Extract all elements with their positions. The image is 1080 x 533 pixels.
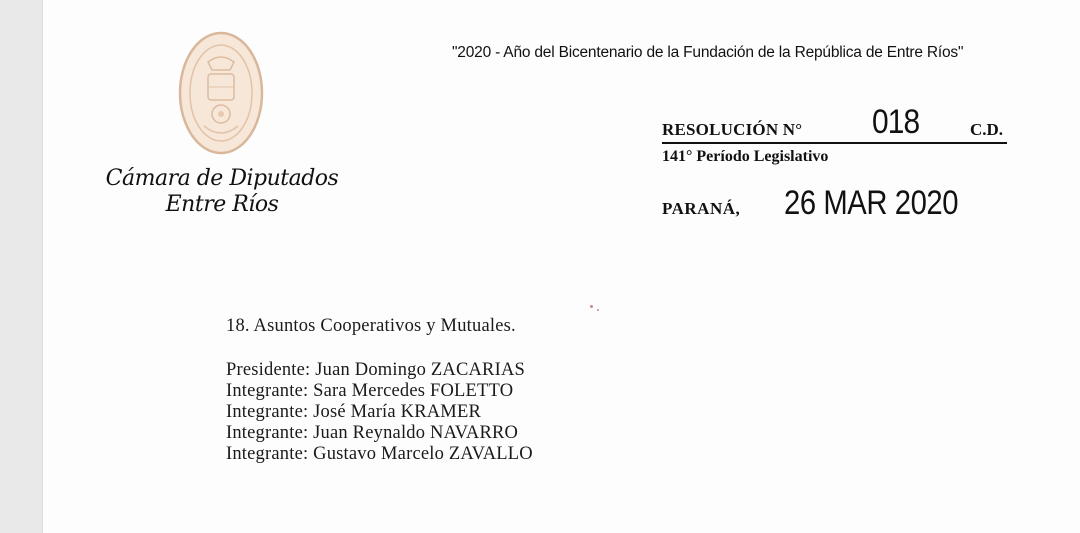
member-line: Integrante: Sara Mercedes FOLETTO	[226, 381, 514, 401]
member-line: Integrante: Juan Reynaldo NAVARRO	[226, 423, 519, 443]
member-line: Presidente: Juan Domingo ZACARIAS	[226, 360, 525, 380]
member-line: Integrante: José María KRAMER	[226, 402, 481, 422]
member-line: Integrante: Gustavo Marcelo ZAVALLO	[226, 444, 533, 464]
institution-name	[102, 166, 342, 218]
commission-title: 18. Asuntos Cooperativos y Mutuales.	[226, 316, 516, 336]
resolution-heading	[662, 104, 1007, 144]
institution-name-line2: Entre Ríos	[165, 192, 279, 217]
legislative-period: 141° Período Legislativo	[662, 148, 829, 165]
document-page	[42, 0, 1080, 533]
resolution-label: RESOLUCIÓN N°	[662, 120, 803, 139]
commission-block	[226, 316, 533, 465]
ink-speck	[590, 305, 593, 308]
date-stamp: 26 MAR 2020	[784, 184, 959, 222]
place: PARANÁ,	[662, 199, 741, 218]
ink-speck	[597, 309, 599, 311]
institution-name-line1: Cámara de Diputados	[105, 166, 339, 191]
coat-of-arms-seal-icon	[178, 30, 264, 156]
header-slogan: "2020 - Año del Bicentenario de la Fundación de la República de Entre Ríos"	[452, 44, 964, 61]
resolution-suffix: C.D.	[969, 120, 1003, 139]
resolution-number: 018	[872, 103, 920, 141]
